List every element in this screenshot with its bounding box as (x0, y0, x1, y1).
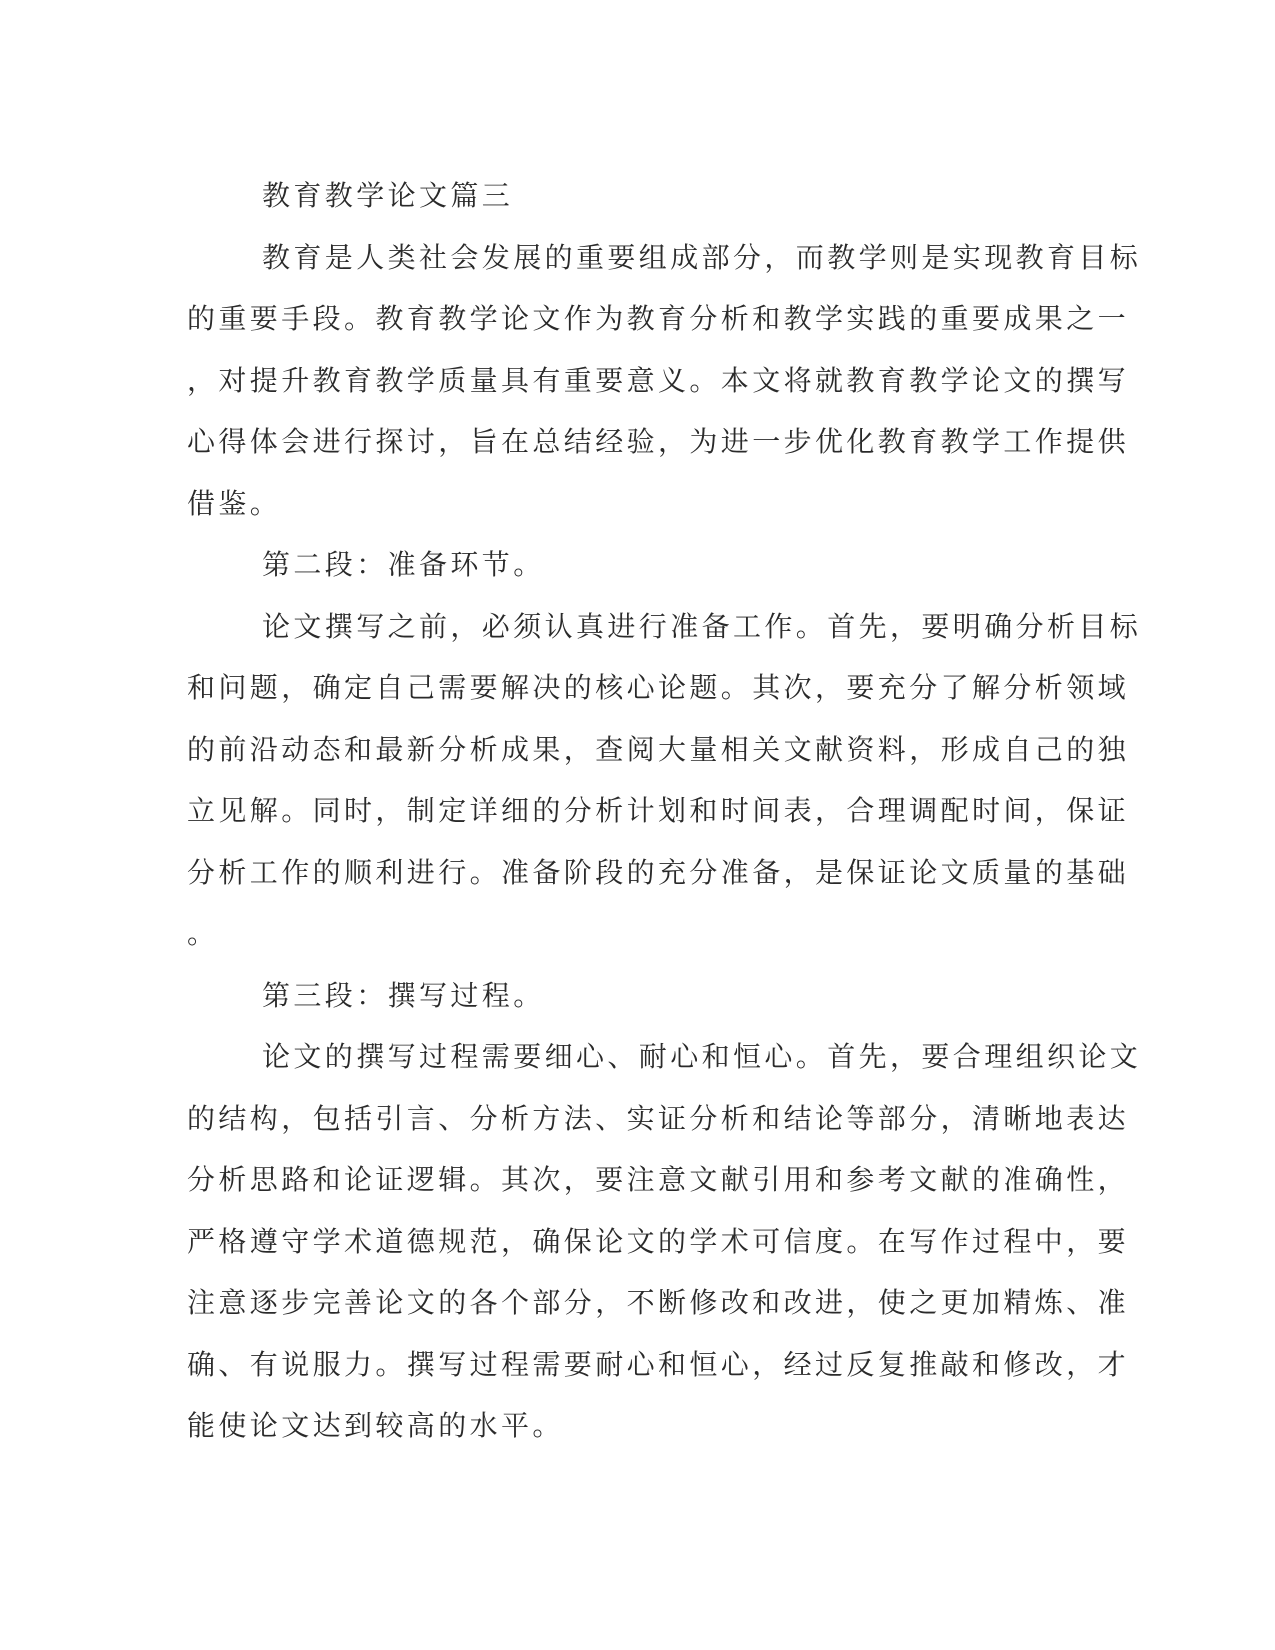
paragraph-line: 立见解。同时，制定详细的分析计划和时间表，合理调配时间，保证 (187, 794, 1130, 827)
document-title: 教育教学论文篇三 (262, 179, 514, 212)
paragraph-line: 分析工作的顺利进行。准备阶段的充分准备，是保证论文质量的基础 (187, 855, 1130, 889)
paragraph-line: 论文撰写之前，必须认真进行准备工作。首先，要明确分析目标 (262, 609, 1142, 643)
section-heading: 第二段：准备环节。 (262, 548, 545, 581)
paragraph-line: 确、有说服力。撰写过程需要耐心和恒心，经过反复推敲和修改，才 (187, 1347, 1130, 1381)
paragraph-line: 能使论文达到较高的水平。 (187, 1409, 564, 1442)
paragraph-line: 。 (187, 917, 219, 950)
paragraph-line: 分析思路和论证逻辑。其次，要注意文献引用和参考文献的准确性， (187, 1163, 1130, 1196)
paragraph-line: 注意逐步完善论文的各个部分，不断修改和改进，使之更加精炼、准 (187, 1286, 1130, 1319)
paragraph-line: 论文的撰写过程需要细心、耐心和恒心。首先，要合理组织论文 (262, 1040, 1142, 1073)
paragraph-line: ，对提升教育教学质量具有重要意义。本文将就教育教学论文的撰写 (187, 363, 1130, 397)
paragraph-line: 和问题，确定自己需要解决的核心论题。其次，要充分了解分析领域 (187, 671, 1130, 704)
document-body (187, 165, 1142, 1457)
paragraph-line: 的前沿动态和最新分析成果，查阅大量相关文献资料，形成自己的独 (187, 732, 1130, 766)
paragraph-line: 的重要手段。教育教学论文作为教育分析和教学实践的重要成果之一 (187, 302, 1130, 335)
section-heading: 第三段：撰写过程。 (262, 978, 545, 1012)
paragraph-line: 借鉴。 (187, 486, 282, 520)
paragraph-line: 的结构，包括引言、分析方法、实证分析和结论等部分，清晰地表达 (187, 1101, 1130, 1135)
paragraph-line: 教育是人类社会发展的重要组成部分，而教学则是实现教育目标 (262, 240, 1142, 274)
paragraph-line: 心得体会进行探讨，旨在总结经验，为进一步优化教育教学工作提供 (187, 425, 1130, 458)
paragraph-line: 严格遵守学术道德规范，确保论文的学术可信度。在写作过程中，要 (187, 1224, 1130, 1258)
